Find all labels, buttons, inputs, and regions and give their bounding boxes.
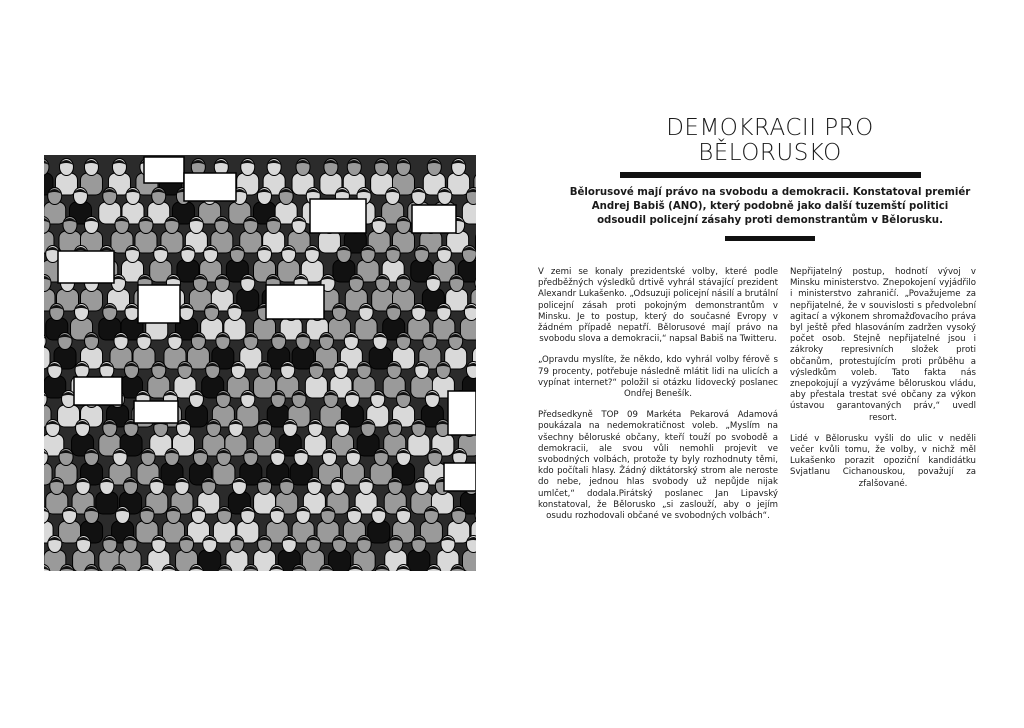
lead-paragraph: Bělorusové mají právo na svobodu a demokracii. Konstatoval premiér Andrej Babiš (ANO), který podobně jako další tuzemští politici odsoudil policejní zásahy proti demonstrantům v Bělorusku. — [569, 187, 971, 226]
crowd-illustration — [44, 155, 476, 571]
left-paragraph-2: „Opravdu myslíte, že někdo, kdo vyhrál volby férově s 79 procenty, potřebuje následně mlátit lidi na ulicích a vypínat internet?“ položil si otázku lidovecký poslanec Ondřej Benešík. — [538, 355, 778, 400]
left-paragraph-3: Předsedkyně TOP 09 Markéta Pekarová Adamová poukázala na nedemokratičnost voleb. „Myslím na všechny běloruské občany, kteří touží po svobodě a demokracii, ale svou vůli nemohli projevit ve svobodných volbách, protože ty byly rozhodnuty těmi, kdo počítali hlasy. Žádný diktátorský strom ale neroste do nebe, jednou hlas svobody už nepůjde nijak umlčet,“ dodala.Pirátský poslanec Jan Lipavský konstatoval, že Bělorusko „si zaslouží, aby o jejím osudu rozhodovali občané ve svobodných volbách“. — [538, 410, 778, 522]
right-paragraph-2: Lidé v Bělorusku vyšli do ulic v neděli večer kvůli tomu, že volby, v nichž měl Lukašenko porazit opoziční kandidátku Svjatlanu Cichanouskou, považují za zfalšované. — [790, 433, 976, 489]
right-column — [790, 267, 976, 500]
title-rule — [620, 172, 921, 178]
left-paragraph-1: V zemi se konaly prezidentské volby, které podle předběžných výsledků drtivě vyhrál stávající prezident Alexandr Lukašenko. „Odsuzuji policejní násilí a brutální policejní zásah proti pokojným demonstrantům v Minsku. Je to postup, který do současné Evropy v žádném případě nepatří. Bělorusové mají právo na svobodu slova a demokracii,“ napsal Babiš na Twitteru. — [538, 267, 778, 345]
right-paragraph-1: Nepřijatelný postup, hodnotí vývoj v Minsku ministerstvo. Znepokojení vyjádřilo i ministerstvo zahraničí. „Považujeme za nepřijatelné, že v souvislosti s předvolební agitací a výkonem shromažďovacího práva byl ještě před hlasováním zadržen vysoký počet osob. Stejně nepřijatelné jsou i zákroky represivních složek proti občanům, protestujícím proti průběhu a výsledkům voleb. Tato fakta nás znepokojují a vyzýváme běloruskou vládu, aby přestala trestat své občany za výkon ústavou garantovaných práv,“ uvedl resort. — [790, 267, 976, 423]
left-column — [538, 267, 778, 532]
title-line-1: DEMOKRACII PRO — [666, 115, 874, 141]
title-line-2: BĚLORUSKO — [698, 140, 842, 166]
lead-rule — [725, 236, 815, 241]
crowd-drawing — [44, 155, 476, 571]
article-title — [620, 116, 920, 166]
